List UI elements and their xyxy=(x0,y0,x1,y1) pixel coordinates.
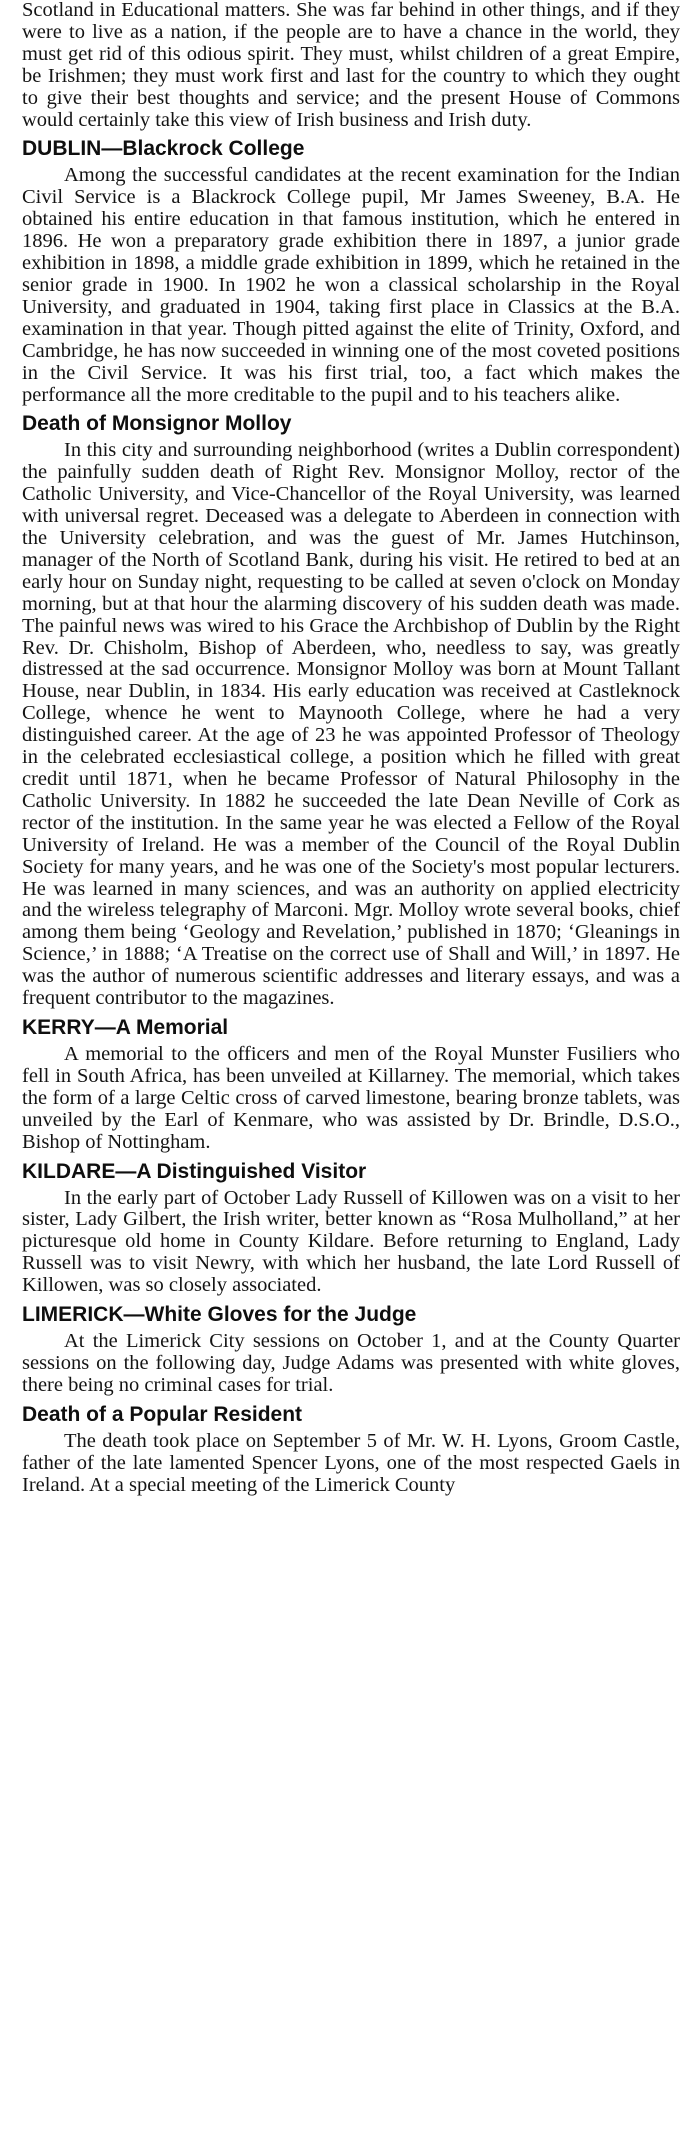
article-heading: LIMERICK—White Gloves for the Judge xyxy=(22,1303,417,1327)
article-paragraph: In the early part of October Lady Russell of Killowen was on a visit to her sister, Lady Gilbert, the Irish writer, better known as “Rosa Mulholland,” at her picturesque old home in County Kildare. Before returning to England, Lady Russell was to visit Newry, with which her husband, the late Lord Russell of Killowen, was so closely associated. xyxy=(22,1186,680,1297)
article-kildare-visitor xyxy=(22,1158,680,1298)
article-paragraph: The death took place on September 5 of Mr. W. H. Lyons, Groom Castle, father of the late lamented Spencer Lyons, one of the most respected Gaels in Ireland. At a special meeting of the Limerick County xyxy=(22,1429,680,1496)
article-paragraph: In this city and surrounding neighborhood (writes a Dublin correspondent) the painfully sudden death of Right Rev. Monsignor Molloy, rector of the Catholic University, and Vice-Chancellor of the Royal University, was learned with universal regret. Deceased was a delegate to Aberdeen in connection with the University celebration, and was the guest of Mr. James Hutchinson, manager of the North of Scotland Bank, during his visit. He retired to bed at an early hour on Sunday night, requesting to be called at seven o'clock on Monday morning, but at that hour the alarming discovery of his sudden death was made. The painful news was wired to his Grace the Archbishop of Dublin by the Right Rev. Dr. Chisholm, Bishop of Aberdeen, who, needless to say, was greatly distressed at the sad occurrence. Monsignor Molloy was born at Mount Tallant House, near Dublin, in 1834. His early education was received at Castleknock College, whence he went to Maynooth College, where he had a very distinguished career. At the age of 23 he was appointed Professor of Theology in the celebrated ecclesiastical college, a position which he filled with great credit until 1871, when he became Professor of Natural Philosophy in the Catholic University. In 1882 he succeeded the late Dean Neville of Cork as rector of the institution. In the same year he was elected a Fellow of the Royal University of Ireland. He was a member of the Council of the Royal Dublin Society for many years, and he was one of the Society's most popular lecturers. He was learned in many sciences, and was an authority on applied electricity and the wireless telegraphy of Marconi. Mgr. Molloy wrote several books, chief among them being ‘Geology and Revelation,’ published in 1870; ‘Gleanings in Science,’ in 1888; ‘A Treatise on the correct use of Shall and Will,’ in 1897. He was the author of numerous scientific addresses and literary essays, and was a frequent contributor to the magazines. xyxy=(22,439,680,1010)
article-popular-resident xyxy=(22,1401,680,1497)
article-heading: KILDARE—A Distinguished Visitor xyxy=(22,1159,367,1183)
article-paragraph: A memorial to the officers and men of the Royal Munster Fusiliers who fell in South Africa, has been unveiled at Killarney. The memorial, which takes the form of a large Celtic cross of carved limestone, bearing bronze tablets, was unveiled by the Earl of Kenmare, who was assisted by Dr. Brindle, D.S.O., Bishop of Nottingham. xyxy=(22,1042,680,1153)
article-dublin-blackrock xyxy=(22,135,680,406)
article-paragraph: At the Limerick City sessions on October 1, and at the County Quarter sessions on the following day, Judge Adams was presented with white gloves, there being no criminal cases for trial. xyxy=(22,1330,680,1396)
article-death-molloy xyxy=(22,410,680,1010)
article-heading: KERRY—A Memorial xyxy=(22,1015,229,1039)
article-limerick-gloves xyxy=(22,1301,680,1397)
article-heading: Death of a Popular Resident xyxy=(22,1402,303,1426)
article-kerry-memorial xyxy=(22,1014,680,1154)
article-heading: DUBLIN—Blackrock College xyxy=(22,137,305,161)
article-heading: Death of Monsignor Molloy xyxy=(22,412,292,436)
newspaper-column xyxy=(22,0,680,1496)
intro-paragraph: Scotland in Educational matters. She was far behind in other things, and if they were to live as a nation, if the people are to have a chance in the world, they must get rid of this odious spirit. They must, whilst children of a great Empire, be Irishmen; they must work first and last for the country to which they ought to give their best thoughts and service; and the present House of Commons would certainly take this view of Irish business and Irish duty. xyxy=(22,0,680,131)
article-paragraph: Among the successful candidates at the recent examination for the Indian Civil Service is a Blackrock College pupil, Mr James Sweeney, B.A. He obtained his entire education in that famous institution, which he entered in 1896. He won a preparatory grade exhibition there in 1897, a junior grade exhibition in 1898, a middle grade exhibition in 1899, which he retained in the senior grade in 1900. In 1902 he won a classical scholarship in the Royal University, and graduated in 1904, taking first place in Classics at the B.A. examination in that year. Though pitted against the elite of Trinity, Oxford, and Cambridge, he has now succeeded in winning one of the most coveted positions in the Civil Service. It was his first trial, too, a fact which makes the performance all the more creditable to the pupil and to his teachers alike. xyxy=(22,164,680,406)
